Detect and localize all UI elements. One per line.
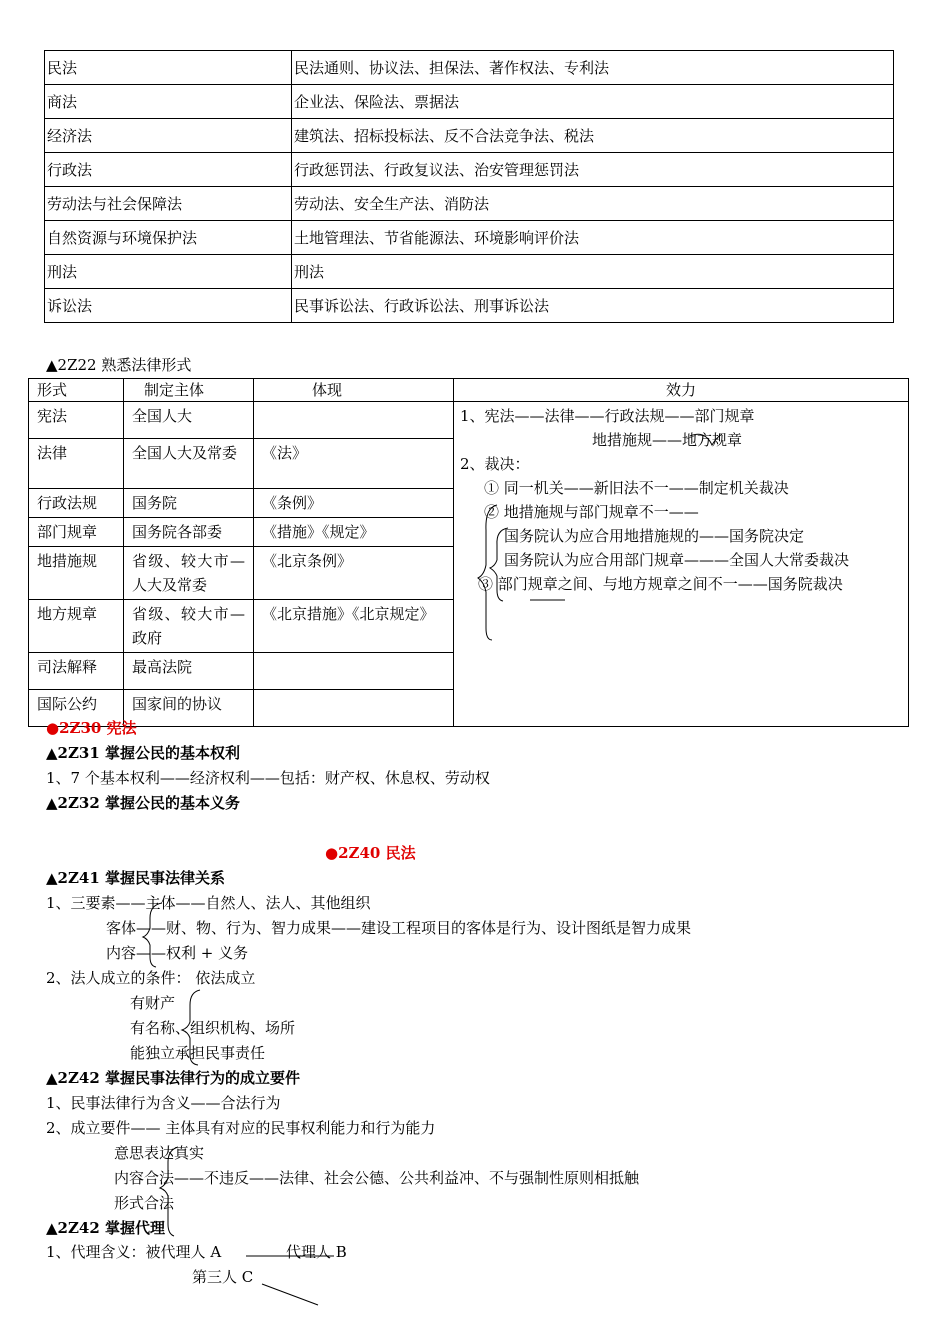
text-line: 第三人 C <box>192 1268 254 1286</box>
text-line: 代理人 B <box>286 1243 347 1261</box>
cell-text: 宪法 <box>37 407 68 425</box>
law-category-cell: 劳动法与社会保障法 <box>45 187 292 221</box>
effect-cell <box>454 402 909 727</box>
cell-text: 地措施规 <box>37 552 98 570</box>
law-list-cell: 土地管理法、节省能源法、环境影响评价法 <box>292 221 894 255</box>
text-line: 形式合法 <box>114 1194 175 1212</box>
text-line: 1、民事法律行为含义——合法行为 <box>46 1094 281 1112</box>
header-maker: 制定主体 <box>124 379 254 402</box>
text-line: 内容——权利 + 义务 <box>106 944 249 962</box>
cell-text: 国务院各部委 <box>132 523 223 541</box>
law-category-cell: 民法 <box>45 51 292 85</box>
legal-form-example-cell <box>254 402 454 439</box>
subheading-2z41: ▲2Z41 掌握民事法律关系 <box>46 869 226 887</box>
law-list-cell: 行政惩罚法、行政复议法、治安管理惩罚法 <box>292 153 894 187</box>
subheading-2z42: ▲2Z42 掌握民事法律行为的成立要件 <box>46 1069 301 1087</box>
effect-line7: 国务院认为应合用部门规章———全国人大常委裁决 <box>504 551 850 569</box>
legal-form-maker-cell <box>124 489 254 518</box>
text-line: 内容合法——不违反——法律、社会公德、公共利益冲、不与强制性原则相抵触 <box>114 1169 640 1187</box>
text-line: 有财产 <box>130 994 176 1012</box>
cell-text: 最高法院 <box>132 658 193 676</box>
law-category-row <box>45 221 894 255</box>
legal-form-maker-cell <box>124 402 254 439</box>
cell-text: 省级、较大市—人大及常委 <box>132 552 245 594</box>
law-category-row <box>45 85 894 119</box>
law-category-row <box>45 289 894 323</box>
law-category-row <box>45 153 894 187</box>
law-category-cell: 行政法 <box>45 153 292 187</box>
subheading-agency: ▲2Z42 掌握代理 <box>46 1219 166 1237</box>
law-category-row <box>45 119 894 153</box>
legal-form-maker-cell <box>124 600 254 653</box>
effect-line8: ③ 部门规章之间、与地方规章之间不一——国务院裁决 <box>478 575 843 593</box>
cell-text: 《北京条例》 <box>262 552 353 570</box>
cell-text: 全国人大 <box>132 407 193 425</box>
law-list-cell: 民事诉讼法、行政诉讼法、刑事诉讼法 <box>292 289 894 323</box>
cell-text: 国家间的协议 <box>132 695 223 713</box>
text-line: 1、三要素——主体——自然人、法人、其他组织 <box>46 894 371 912</box>
text-line: 有名称、组织机构、场所 <box>130 1019 296 1037</box>
cell-text: 行政法规 <box>37 494 98 512</box>
legal-form-form-cell <box>29 547 124 600</box>
legal-form-form-cell <box>29 439 124 489</box>
cell-text: 《法》 <box>262 444 308 462</box>
law-category-cell: 自然资源与环境保护法 <box>45 221 292 255</box>
legal-form-maker-cell <box>124 518 254 547</box>
header-example: 体现 <box>254 379 454 402</box>
text-line: 1、代理含义：被代理人 A <box>46 1243 222 1261</box>
text-line: 1、7 个基本权利——经济权利——包括：财产权、休息权、劳动权 <box>46 769 490 787</box>
law-category-cell: 经济法 <box>45 119 292 153</box>
cell-text: 国务院 <box>132 494 178 512</box>
law-category-row <box>45 187 894 221</box>
header-form: 形式 <box>29 379 124 402</box>
legal-form-form-cell <box>29 600 124 653</box>
legal-form-form-cell <box>29 518 124 547</box>
text-line: 客体——财、物、行为、智力成果——建设工程项目的客体是行为、设计图纸是智力成果 <box>106 919 692 937</box>
cell-text: 《条例》 <box>262 494 323 512</box>
legal-form-form-cell <box>29 489 124 518</box>
legal-form-example-cell <box>254 653 454 690</box>
text-line: 2、法人成立的条件： 依法成立 <box>46 969 256 987</box>
law-category-row <box>45 255 894 289</box>
header-effect: 效力 <box>454 379 909 402</box>
text-line: 2、成立要件—— 主体具有对应的民事权利能力和行为能力 <box>46 1119 436 1137</box>
cell-text: 司法解释 <box>37 658 98 676</box>
law-list-cell: 刑法 <box>292 255 894 289</box>
subheading-2z31: ▲2Z31 掌握公民的基本权利 <box>46 744 241 762</box>
effect-line4: ① 同一机关——新旧法不一——制定机关裁决 <box>484 479 789 497</box>
law-list-cell: 企业法、保险法、票据法 <box>292 85 894 119</box>
law-category-row <box>45 51 894 85</box>
legal-form-row <box>29 402 909 439</box>
legal-form-form-cell <box>29 653 124 690</box>
effect-line3: 2、裁决： <box>460 455 530 473</box>
section-heading-2z30: ●2Z30 宪法 <box>46 719 137 737</box>
cell-text: 部门规章 <box>37 523 98 541</box>
cell-text: 《措施》《规定》 <box>262 523 375 541</box>
text-line: 能独立承担民事责任 <box>130 1044 266 1062</box>
law-category-cell: 诉讼法 <box>45 289 292 323</box>
legal-form-maker-cell <box>124 439 254 489</box>
law-list-cell: 建筑法、招标投标法、反不合法竞争法、税法 <box>292 119 894 153</box>
cell-text: 省级、较大市—政府 <box>132 605 245 647</box>
section-heading-2z22: ▲2Z22 熟悉法律形式 <box>46 356 192 374</box>
legal-form-maker-cell <box>124 653 254 690</box>
legal-form-maker-cell <box>124 690 254 727</box>
cell-text: 全国人大及常委 <box>132 444 238 462</box>
legal-form-example-cell <box>254 690 454 727</box>
legal-form-example-cell <box>254 600 454 653</box>
effect-line6: 国务院认为应合用地措施规的——国务院决定 <box>504 527 805 545</box>
legal-form-table <box>28 378 909 727</box>
legal-form-example-cell <box>254 547 454 600</box>
effect-line1: 1、宪法——法律——行政法规——部门规章 <box>460 407 755 425</box>
law-list-cell: 劳动法、安全生产法、消防法 <box>292 187 894 221</box>
law-category-cell: 刑法 <box>45 255 292 289</box>
law-list-cell: 民法通则、协议法、担保法、著作权法、专利法 <box>292 51 894 85</box>
agency-line-c <box>262 1284 318 1305</box>
text-line: 意思表达真实 <box>114 1144 205 1162</box>
effect-line2: 地措施规——地方规章 <box>592 431 743 449</box>
cell-text: 地方规章 <box>37 605 98 623</box>
law-category-table <box>44 50 894 323</box>
effect-line5: ② 地措施规与部门规章不一—— <box>484 503 699 521</box>
cell-text: 国际公约 <box>37 695 98 713</box>
legal-form-example-cell <box>254 489 454 518</box>
legal-form-form-cell <box>29 402 124 439</box>
section-heading-2z40: ●2Z40 民法 <box>325 844 416 862</box>
cell-text: 法律 <box>37 444 68 462</box>
law-category-cell: 商法 <box>45 85 292 119</box>
cell-text: 《北京措施》《北京规定》 <box>262 605 435 623</box>
legal-form-maker-cell <box>124 547 254 600</box>
legal-form-example-cell <box>254 518 454 547</box>
subheading-2z32: ▲2Z32 掌握公民的基本义务 <box>46 794 241 812</box>
legal-form-example-cell <box>254 439 454 489</box>
